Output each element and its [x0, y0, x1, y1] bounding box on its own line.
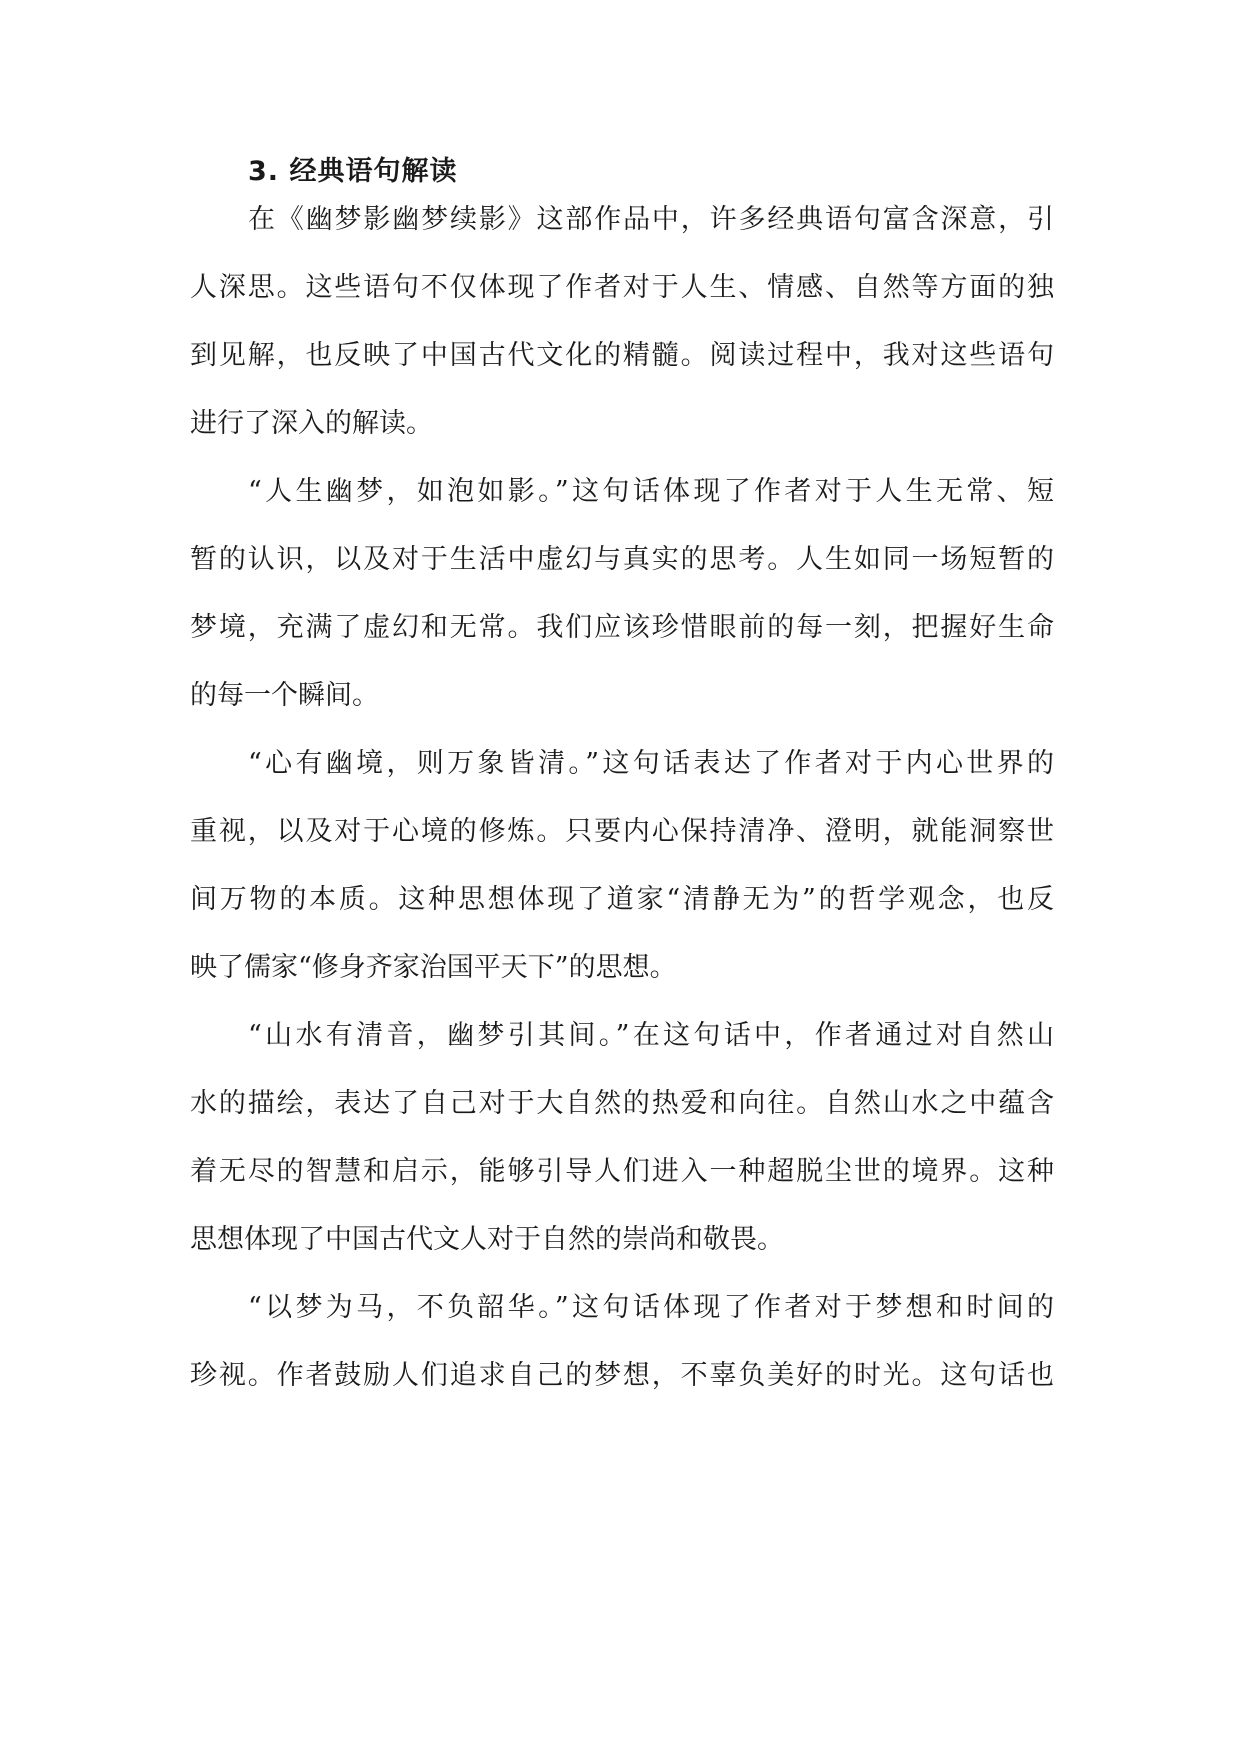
paragraph-line: 在《幽梦影幽梦续影》这部作品中，许多经典语句富含深意，引: [248, 204, 1054, 235]
paragraph-line: “以梦为马，不负韶华。”这句话体现了作者对于梦想和时间的: [248, 1292, 1054, 1323]
paragraph-line: 间万物的本质。这种思想体现了道家“清静无为”的哲学观念，也反: [190, 884, 1054, 915]
paragraph-line: 映了儒家“修身齐家治国平天下”的思想。: [190, 952, 677, 983]
paragraph-line: 的每一个瞬间。: [190, 680, 379, 711]
paragraph-line: 珍视。作者鼓励人们追求自己的梦想，不辜负美好的时光。这句话也: [190, 1360, 1054, 1391]
paragraph-line: “人生幽梦，如泡如影。”这句话体现了作者对于人生无常、短: [248, 476, 1054, 507]
paragraph-line: “心有幽境，则万象皆清。”这句话表达了作者对于内心世界的: [248, 748, 1054, 779]
paragraph-line: 暂的认识，以及对于生活中虚幻与真实的思考。人生如同一场短暂的: [190, 544, 1054, 575]
paragraph-line: 到见解，也反映了中国古代文化的精髓。阅读过程中，我对这些语句: [190, 340, 1054, 371]
paragraph-line: 水的描绘，表达了自己对于大自然的热爱和向往。自然山水之中蕴含: [190, 1088, 1054, 1119]
section-heading: 3. 经典语句解读: [248, 156, 458, 187]
paragraph-line: 思想体现了中国古代文人对于自然的崇尚和敬畏。: [190, 1224, 784, 1255]
paragraph-line: 梦境，充满了虚幻和无常。我们应该珍惜眼前的每一刻，把握好生命: [190, 612, 1054, 643]
paragraph-line: 进行了深入的解读。: [190, 408, 433, 439]
paragraph-line: 着无尽的智慧和启示，能够引导人们进入一种超脱尘世的境界。这种: [190, 1156, 1054, 1187]
paragraph-line: 重视，以及对于心境的修炼。只要内心保持清净、澄明，就能洞察世: [190, 816, 1054, 847]
paragraph-line: 人深思。这些语句不仅体现了作者对于人生、情感、自然等方面的独: [190, 272, 1054, 303]
paragraph-line: “山水有清音，幽梦引其间。”在这句话中，作者通过对自然山: [248, 1020, 1054, 1051]
